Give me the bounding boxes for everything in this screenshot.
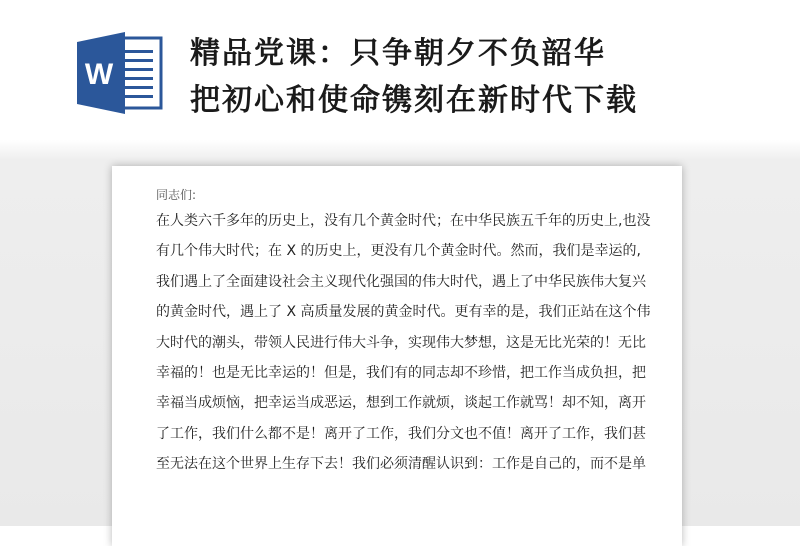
- header: [0, 0, 800, 140]
- text-line: 大时代的潮头，带领人民进行伟大斗争，实现伟大梦想，这是无比光荣的！无比: [156, 334, 646, 351]
- title-line: 把初心和使命镌刻在新时代下载: [190, 83, 638, 118]
- svg-text:W: W: [84, 58, 114, 91]
- word-document-icon: [77, 32, 163, 114]
- page-title: [190, 30, 638, 124]
- text-line: 至无法在这个世界上生存下去！我们必须清醒认识到：工作是自己的，而不是单: [156, 456, 646, 473]
- document-body: [156, 206, 652, 480]
- salutation: 同志们:: [156, 188, 197, 202]
- document-page: [112, 166, 682, 546]
- text-line: 在人类六千多年的历史上，没有几个黄金时代；在中华民族五千年的历史上,也没: [156, 213, 651, 229]
- text-line: 幸福的！也是无比幸运的！但是，我们有的同志却不珍惜，把工作当成负担，把: [156, 365, 646, 382]
- text-line: 幸福当成烦恼，把幸运当成恶运，想到工作就烦，谈起工作就骂！却不知，离开: [156, 395, 646, 412]
- text-line: 了工作，我们什么都不是！离开了工作，我们分文也不值！离开了工作，我们甚: [156, 425, 646, 442]
- text-line: 有几个伟大时代；在 X 的历史上，更没有几个黄金时代。然而，我们是幸运的,: [156, 243, 641, 260]
- text-line: 的黄金时代，遇上了 X 高质量发展的黄金时代。更有幸的是，我们正站在这个伟: [156, 304, 651, 321]
- text-line: 我们遇上了全面建设社会主义现代化强国的伟大时代，遇上了中华民族伟大复兴: [156, 273, 646, 290]
- title-line: 精品党课：只争朝夕不负韶华: [190, 36, 606, 71]
